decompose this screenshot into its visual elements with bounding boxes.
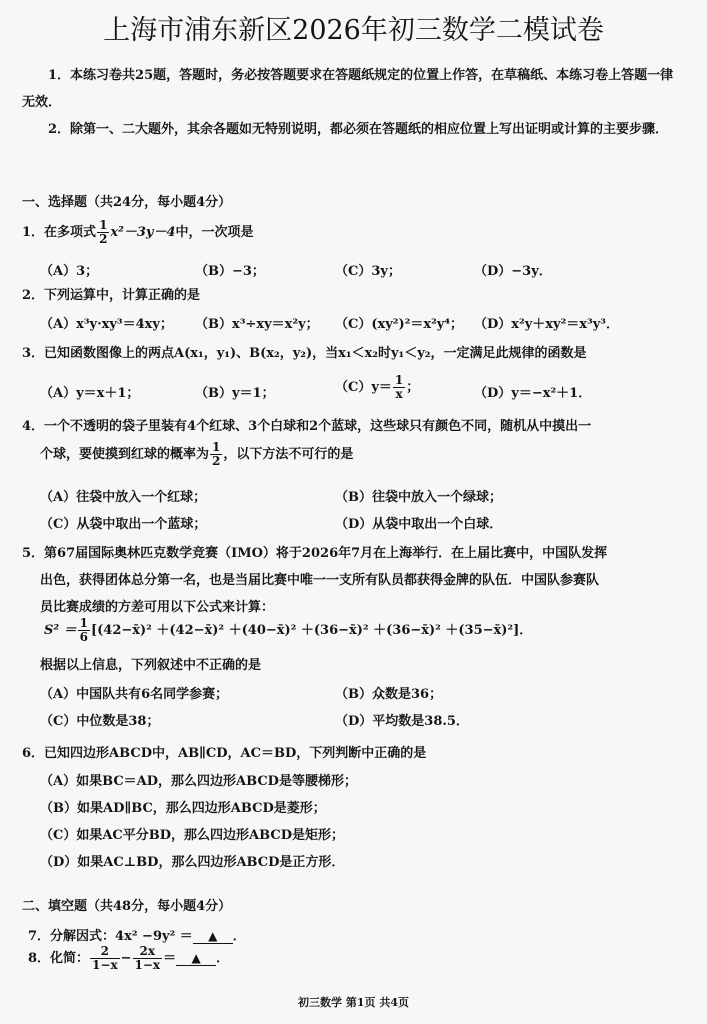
q7-answer-blank: ▲ bbox=[193, 929, 233, 944]
q1-frac-num: 1 bbox=[99, 218, 108, 232]
q2-option-b: （B）x³÷xy＝x²y； bbox=[195, 317, 319, 332]
q5-option-c: （C）中位数是38； bbox=[40, 714, 160, 729]
question-5-line-1: 5．第67届国际奥林匹克数学竞赛（IMO）将于2026年7月在上海举行．在上届比赛中，中国队发挥 bbox=[22, 546, 608, 561]
q3-option-c bbox=[335, 374, 419, 401]
formula-fraction bbox=[78, 617, 90, 644]
q3-option-c-fraction bbox=[393, 374, 405, 401]
q4-frac-num: 1 bbox=[212, 440, 221, 454]
q8-tail: ． bbox=[216, 951, 230, 966]
q3-option-d: （D）y＝−x²＋1． bbox=[474, 386, 592, 401]
q1-option-d: （D）−3y． bbox=[474, 264, 552, 279]
page-footer: 初三数学 第1页 共4页 bbox=[298, 996, 409, 1009]
q8-pre: 8．化简： bbox=[28, 951, 90, 966]
q6-option-c: （C）如果AC平分BD，那么四边形ABCD是矩形； bbox=[40, 828, 344, 843]
section-1-heading: 一、选择题（共24分，每小题4分） bbox=[22, 195, 232, 210]
page-title: 上海市浦东新区2026年初三数学二模试卷 bbox=[103, 15, 604, 46]
q1-option-c: （C）3y； bbox=[335, 264, 401, 279]
formula-frac-den: 6 bbox=[79, 630, 88, 644]
q4-option-c: （C）从袋中取出一个蓝球； bbox=[40, 517, 207, 532]
q8-f2-den: 1−x bbox=[134, 958, 161, 972]
question-4-line-1: 4．一个不透明的袋子里装有4个红球、3个白球和2个蓝球，这些球只有颜色不同，随机从中摸出一 bbox=[22, 419, 592, 434]
section-2-heading: 二、填空题（共48分，每小题4分） bbox=[22, 899, 232, 914]
q4-line2-post: ，以下方法不可行的是 bbox=[223, 447, 354, 462]
question-5-line-4: 根据以上信息，下列叙述中不正确的是 bbox=[40, 658, 262, 673]
q6-option-b: （B）如果AD∥BC，那么四边形ABCD是菱形； bbox=[40, 801, 326, 816]
q4-option-d: （D）从袋中取出一个白球． bbox=[335, 517, 503, 532]
formula-lhs: S² ＝ bbox=[44, 623, 77, 638]
q2-option-d: （D）x²y＋xy²＝x³y³． bbox=[474, 317, 619, 332]
formula-frac-num: 1 bbox=[79, 616, 88, 630]
q1-expr: x²－3y－4 bbox=[110, 225, 176, 240]
question-8 bbox=[28, 945, 229, 972]
q6-option-d: （D）如果AC⊥BD，那么四边形ABCD是正方形． bbox=[40, 855, 345, 870]
q8-fraction-2 bbox=[133, 945, 163, 972]
question-1 bbox=[22, 219, 254, 246]
variance-formula bbox=[44, 617, 532, 644]
q8-eq: ＝ bbox=[163, 951, 177, 966]
q4-fraction bbox=[210, 441, 222, 468]
q7-tail: ． bbox=[232, 929, 246, 944]
q3-option-b: （B）y＝1； bbox=[195, 386, 275, 401]
q1-option-b: （B）−3； bbox=[195, 264, 265, 279]
q1-frac-den: 2 bbox=[99, 232, 108, 246]
question-7 bbox=[28, 925, 246, 944]
q1-number: 1． bbox=[22, 225, 45, 240]
q8-f1-den: 1−x bbox=[92, 958, 118, 972]
q8-answer-blank: ▲ bbox=[176, 951, 216, 966]
q3-c-den: x bbox=[395, 387, 403, 401]
q5-option-a: （A）中国队共有6名同学参赛； bbox=[40, 687, 229, 702]
q6-option-a: （A）如果BC＝AD，那么四边形ABCD是等腰梯形； bbox=[40, 774, 357, 789]
question-4-line-2 bbox=[40, 441, 353, 468]
q1-post: 中，一次项是 bbox=[175, 225, 254, 240]
q4-option-a: （A）往袋中放入一个红球； bbox=[40, 490, 207, 505]
question-5-line-3: 员比赛成绩的方差可用以下公式来计算： bbox=[40, 600, 275, 615]
q4-option-b: （B）往袋中放入一个绿球； bbox=[335, 490, 502, 505]
q2-option-a: （A）x³y·xy³＝4xy； bbox=[40, 317, 173, 332]
q3-option-c-tail: ； bbox=[406, 380, 420, 395]
notice-2: 2．除第一、二大题外，其余各题如无特别说明，都必须在答题纸的相应位置上写出证明或计算的主要步骤． bbox=[48, 122, 669, 137]
question-6: 6．已知四边形ABCD中，AB∥CD，AC＝BD，下列判断中正确的是 bbox=[22, 746, 427, 761]
formula-body: [(42−x̄)² ＋(42−x̄)² ＋(40−x̄)² ＋(36−x̄)² ＋(36−x̄)² ＋(35−x̄)²]． bbox=[90, 623, 533, 638]
q8-f2-num: 2x bbox=[133, 945, 163, 959]
q3-c-num: 1 bbox=[394, 373, 404, 387]
q8-fraction-1 bbox=[90, 945, 120, 972]
q4-line2-pre: 个球，要使摸到红球的概率为 bbox=[40, 447, 210, 462]
q3-option-a: （A）y＝x＋1； bbox=[40, 386, 140, 401]
question-5-line-2: 出色，获得团体总分第一名，也是当届比赛中唯一一支所有队员都获得金牌的队伍．中国队参赛队 bbox=[40, 573, 600, 588]
q5-option-b: （B）众数是36； bbox=[335, 687, 443, 702]
notice-1: 1．本练习卷共25题，答题时，务必按答题要求在答题纸规定的位置上作答，在草稿纸、本练习卷上答题一律无效． bbox=[22, 68, 674, 110]
q7-text: 7．分解因式：4x² −9y² ＝ bbox=[28, 929, 193, 944]
q5-option-d: （D）平均数是38.5． bbox=[335, 714, 469, 729]
q1-pre: 在多项式 bbox=[44, 225, 97, 240]
q1-fraction bbox=[97, 219, 109, 246]
q8-minus: − bbox=[120, 951, 132, 966]
q1-option-a: （A）3； bbox=[40, 264, 99, 279]
q2-option-c: （C）(xy²)²＝x²y⁴； bbox=[335, 317, 464, 332]
question-2: 2．下列运算中，计算正确的是 bbox=[22, 288, 201, 303]
q4-frac-den: 2 bbox=[212, 454, 221, 468]
q8-f1-num: 2 bbox=[90, 945, 120, 959]
q3-option-c-label: （C）y＝ bbox=[335, 380, 392, 395]
question-3: 3．已知函数图像上的两点A(x₁，y₁)、B(x₂，y₂)，当x₁＜x₂时y₁＜y₂，一定满足此规律的函数是 bbox=[22, 346, 587, 361]
